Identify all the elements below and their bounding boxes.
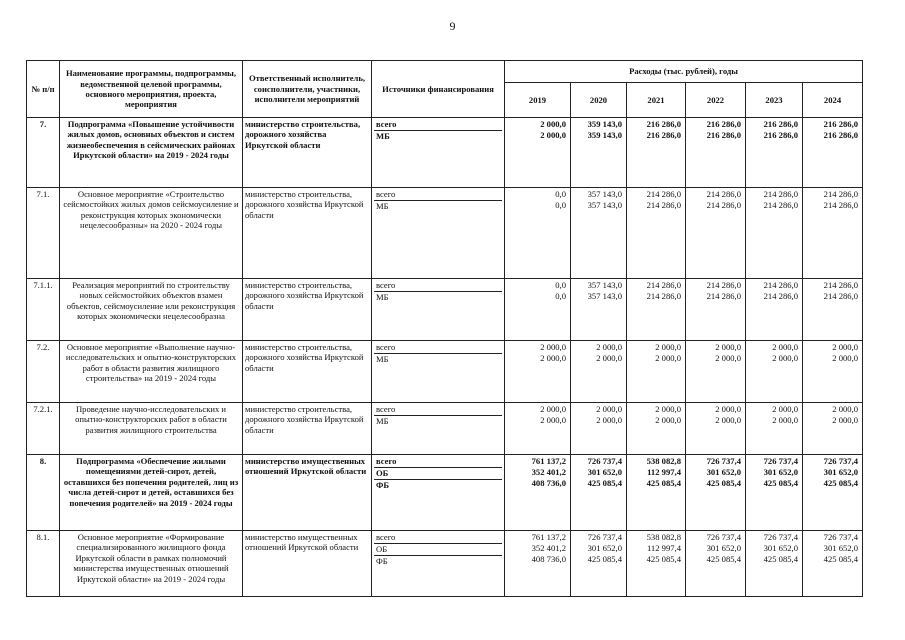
year-values: [571, 531, 627, 597]
amount-value: 538 082,8: [646, 456, 681, 466]
amount-value: 408 736,0: [531, 554, 566, 564]
header-name: Наименование программы, подпрограммы, ведомственной целевой программы, основного мероприятия, проекта, мероприятия: [60, 61, 243, 118]
amount-value: 214 286,0: [646, 280, 681, 290]
row-number: 7.2.1.: [27, 403, 60, 455]
row-executor: министерство строительства, дорожного хозяйства Иркутской области: [243, 341, 372, 403]
amount-value: 2 000,0: [540, 404, 566, 414]
header-year: 2022: [686, 83, 746, 118]
amount-value: 2 000,0: [540, 353, 566, 363]
amount-value: 0,0: [555, 189, 566, 199]
header-executor: Ответственный исполнитель, соисполнители, участники, исполнители мероприятий: [243, 61, 372, 118]
amount-value: 0,0: [555, 291, 566, 301]
amount-value: 2 000,0: [832, 353, 859, 363]
amount-value: 726 737,4: [823, 532, 859, 542]
amount-value: 357 143,0: [587, 291, 622, 301]
year-values: [686, 279, 746, 341]
amount-value: 726 737,4: [706, 456, 741, 466]
year-values: [746, 455, 803, 531]
year-values: [803, 279, 863, 341]
amount-value: 2 000,0: [540, 119, 566, 129]
amount-value: 2 000,0: [715, 342, 741, 352]
year-values: [746, 279, 803, 341]
amount-value: 352 401,2: [531, 543, 566, 553]
amount-value: 2 000,0: [596, 342, 622, 352]
year-values: [627, 341, 686, 403]
year-values: [803, 531, 863, 597]
amount-value: 425 085,4: [763, 478, 798, 488]
funding-source: всего: [374, 532, 502, 544]
row-title: Реализация мероприятий по строительству новых сейсмостойких объектов взамен объектов, сейсмоусиление или реконструкция которых экономически нецелесообразна: [60, 279, 243, 341]
amount-value: 0,0: [555, 200, 566, 210]
year-values: [627, 531, 686, 597]
amount-value: 214 286,0: [823, 280, 859, 290]
header-year: 2023: [746, 83, 803, 118]
amount-value: 761 137,2: [531, 456, 566, 466]
header-year: 2021: [627, 83, 686, 118]
row-executor: министерство имущественных отношений Иркутской области: [243, 455, 372, 531]
table-row: [27, 118, 863, 188]
year-values: [571, 118, 627, 188]
amount-value: 726 737,4: [706, 532, 741, 542]
funding-sources: [372, 403, 505, 455]
row-number: 8.: [27, 455, 60, 531]
amount-value: 112 997,4: [646, 543, 681, 553]
amount-value: 408 736,0: [531, 478, 566, 488]
funding-source: ФБ: [376, 480, 390, 490]
amount-value: 726 737,4: [763, 456, 798, 466]
amount-value: 726 737,4: [823, 456, 859, 466]
amount-value: 761 137,2: [531, 532, 566, 542]
funding-sources: [372, 341, 505, 403]
amount-value: 214 286,0: [706, 291, 741, 301]
year-values: [746, 341, 803, 403]
header-year: 2019: [505, 83, 571, 118]
year-values: [803, 118, 863, 188]
amount-value: 301 652,0: [587, 543, 622, 553]
amount-value: 0,0: [555, 280, 566, 290]
amount-value: 425 085,4: [706, 478, 741, 488]
header-expenses: Расходы (тыс. рублей), годы: [505, 61, 863, 83]
row-number: 7.1.1.: [27, 279, 60, 341]
row-title: Основное мероприятие «Формирование специализированного жилищного фонда Иркутской области в рамках полномочий министерства имущественных отношений Иркутской области» на 2019 - 2024 годы: [60, 531, 243, 597]
amount-value: 2 000,0: [772, 404, 798, 414]
amount-value: 214 286,0: [823, 189, 859, 199]
year-values: [505, 455, 571, 531]
year-values: [627, 455, 686, 531]
amount-value: 214 286,0: [763, 189, 798, 199]
amount-value: 357 143,0: [587, 200, 622, 210]
amount-value: 301 652,0: [587, 467, 622, 477]
funding-sources: [372, 455, 505, 531]
funding-source: всего: [374, 404, 502, 416]
amount-value: 2 000,0: [832, 404, 859, 414]
amount-value: 538 082,8: [646, 532, 681, 542]
row-number: 7.1.: [27, 188, 60, 279]
header-year: 2020: [571, 83, 627, 118]
funding-source: ОБ: [374, 468, 502, 480]
funding-source: всего: [374, 119, 502, 131]
year-values: [746, 118, 803, 188]
financing-table: [26, 60, 863, 597]
year-values: [803, 341, 863, 403]
row-number: 8.1.: [27, 531, 60, 597]
amount-value: 425 085,4: [706, 554, 741, 564]
amount-value: 2 000,0: [540, 415, 566, 425]
amount-value: 2 000,0: [832, 342, 859, 352]
amount-value: 214 286,0: [646, 189, 681, 199]
funding-source: МБ: [376, 354, 389, 364]
funding-sources: [372, 531, 505, 597]
amount-value: 2 000,0: [655, 415, 681, 425]
amount-value: 2 000,0: [655, 342, 681, 352]
amount-value: 2 000,0: [655, 353, 681, 363]
amount-value: 726 737,4: [587, 532, 622, 542]
year-values: [686, 403, 746, 455]
amount-value: 425 085,4: [587, 554, 622, 564]
amount-value: 216 286,0: [763, 119, 798, 129]
year-values: [803, 403, 863, 455]
amount-value: 216 286,0: [706, 130, 741, 140]
year-values: [571, 455, 627, 531]
amount-value: 216 286,0: [763, 130, 798, 140]
table-row: [27, 279, 863, 341]
amount-value: 214 286,0: [706, 189, 741, 199]
row-title: Подпрограмма «Повышение устойчивости жилых домов, основных объектов и систем жизнеобеспечения в сейсмических районах Иркутской области» на 2019 - 2024 годы: [60, 118, 243, 188]
amount-value: 425 085,4: [646, 478, 681, 488]
amount-value: 2 000,0: [715, 353, 741, 363]
table-row: [27, 188, 863, 279]
table-body: [27, 118, 863, 597]
year-values: [505, 531, 571, 597]
funding-source: МБ: [376, 416, 389, 426]
amount-value: 357 143,0: [587, 189, 622, 199]
row-title: Основное мероприятие «Выполнение научно-исследовательских и опытно-конструкторских работ в области развития жилищного строительства» на 2019 - 2024 годы: [60, 341, 243, 403]
year-values: [686, 531, 746, 597]
amount-value: 216 286,0: [823, 130, 859, 140]
amount-value: 2 000,0: [832, 415, 859, 425]
amount-value: 2 000,0: [596, 415, 622, 425]
amount-value: 2 000,0: [772, 415, 798, 425]
amount-value: 216 286,0: [823, 119, 859, 129]
header-year: 2024: [803, 83, 863, 118]
amount-value: 112 997,4: [647, 467, 681, 477]
row-title: Основное мероприятие «Строительство сейсмостойких жилых домов сейсмоусиление и реконструкция которых экономически нецелесообразны» на 2020 - 2024 годы: [60, 188, 243, 279]
funding-sources: [372, 188, 505, 279]
funding-source: всего: [374, 342, 502, 354]
amount-value: 301 652,0: [706, 467, 741, 477]
header-num: № п/п: [27, 61, 60, 118]
amount-value: 214 286,0: [706, 200, 741, 210]
year-values: [505, 403, 571, 455]
funding-source: всего: [374, 189, 502, 201]
page-number: 9: [449, 19, 456, 33]
year-values: [686, 341, 746, 403]
row-title: Подпрограмма «Обеспечение жилыми помещениями детей-сирот, детей, оставшихся без попечения родителей, лиц из числа детей-сирот и детей, оставшихся без попечения родителей» на 2019 - 2024 годы: [60, 455, 243, 531]
amount-value: 2 000,0: [715, 415, 741, 425]
year-values: [803, 455, 863, 531]
row-executor: министерство строительства, дорожного хозяйства Иркутской области: [243, 188, 372, 279]
amount-value: 359 143,0: [587, 130, 622, 140]
year-values: [571, 403, 627, 455]
amount-value: 301 652,0: [823, 467, 859, 477]
funding-source: МБ: [376, 131, 390, 141]
amount-value: 214 286,0: [823, 291, 859, 301]
amount-value: 425 085,4: [763, 554, 798, 564]
amount-value: 214 286,0: [706, 280, 741, 290]
table-row: [27, 403, 863, 455]
funding-sources: [372, 279, 505, 341]
year-values: [505, 188, 571, 279]
table-row: [27, 455, 863, 531]
amount-value: 216 286,0: [646, 130, 681, 140]
year-values: [571, 188, 627, 279]
amount-value: 2 000,0: [772, 342, 798, 352]
table-row: [27, 341, 863, 403]
amount-value: 2 000,0: [540, 130, 566, 140]
year-values: [803, 188, 863, 279]
amount-value: 2 000,0: [596, 404, 622, 414]
amount-value: 214 286,0: [763, 280, 798, 290]
year-values: [571, 279, 627, 341]
amount-value: 2 000,0: [655, 404, 681, 414]
amount-value: 216 286,0: [646, 119, 681, 129]
amount-value: 352 401,2: [531, 467, 566, 477]
amount-value: 301 652,0: [763, 543, 798, 553]
funding-source: МБ: [376, 292, 389, 302]
year-values: [746, 403, 803, 455]
amount-value: 216 286,0: [706, 119, 741, 129]
funding-source: всего: [374, 456, 502, 468]
amount-value: 214 286,0: [763, 200, 798, 210]
year-values: [627, 279, 686, 341]
year-values: [627, 118, 686, 188]
year-values: [686, 455, 746, 531]
year-values: [746, 188, 803, 279]
row-executor: министерство строительства, дорожного хозяйства Иркутской области: [243, 279, 372, 341]
year-values: [686, 188, 746, 279]
funding-sources: [372, 118, 505, 188]
amount-value: 214 286,0: [646, 291, 681, 301]
amount-value: 2 000,0: [772, 353, 798, 363]
funding-source: МБ: [376, 201, 389, 211]
amount-value: 359 143,0: [587, 119, 622, 129]
amount-value: 301 652,0: [763, 467, 798, 477]
year-values: [627, 403, 686, 455]
year-values: [627, 188, 686, 279]
amount-value: 425 085,4: [646, 554, 681, 564]
amount-value: 301 652,0: [706, 543, 741, 553]
row-number: 7.2.: [27, 341, 60, 403]
row-executor: министерство имущественных отношений Иркутской области: [243, 531, 372, 597]
amount-value: 425 085,4: [587, 478, 622, 488]
amount-value: 726 737,4: [587, 456, 622, 466]
row-executor: министерство строительства, дорожного хозяйства Иркутской области: [243, 403, 372, 455]
amount-value: 214 286,0: [763, 291, 798, 301]
row-number: 7.: [27, 118, 60, 188]
year-values: [505, 118, 571, 188]
table-row: [27, 531, 863, 597]
funding-source: ОБ: [374, 544, 502, 556]
header-source: Источники финансирования: [372, 61, 505, 118]
amount-value: 2 000,0: [596, 353, 622, 363]
funding-source: всего: [374, 280, 502, 292]
row-executor: министерство строительства, дорожного хозяйства Иркутской области: [243, 118, 372, 188]
amount-value: 2 000,0: [540, 342, 566, 352]
amount-value: 214 286,0: [646, 200, 681, 210]
row-title: Проведение научно-исследовательских и опытно-конструкторских работ в области развития жилищного строительства: [60, 403, 243, 455]
year-values: [686, 118, 746, 188]
year-values: [505, 341, 571, 403]
funding-source: ФБ: [376, 556, 388, 566]
year-values: [505, 279, 571, 341]
year-values: [571, 341, 627, 403]
amount-value: 425 085,4: [823, 554, 859, 564]
amount-value: 214 286,0: [823, 200, 859, 210]
amount-value: 726 737,4: [763, 532, 798, 542]
amount-value: 357 143,0: [587, 280, 622, 290]
year-values: [746, 531, 803, 597]
amount-value: 2 000,0: [715, 404, 741, 414]
amount-value: 301 652,0: [823, 543, 859, 553]
amount-value: 425 085,4: [823, 478, 859, 488]
